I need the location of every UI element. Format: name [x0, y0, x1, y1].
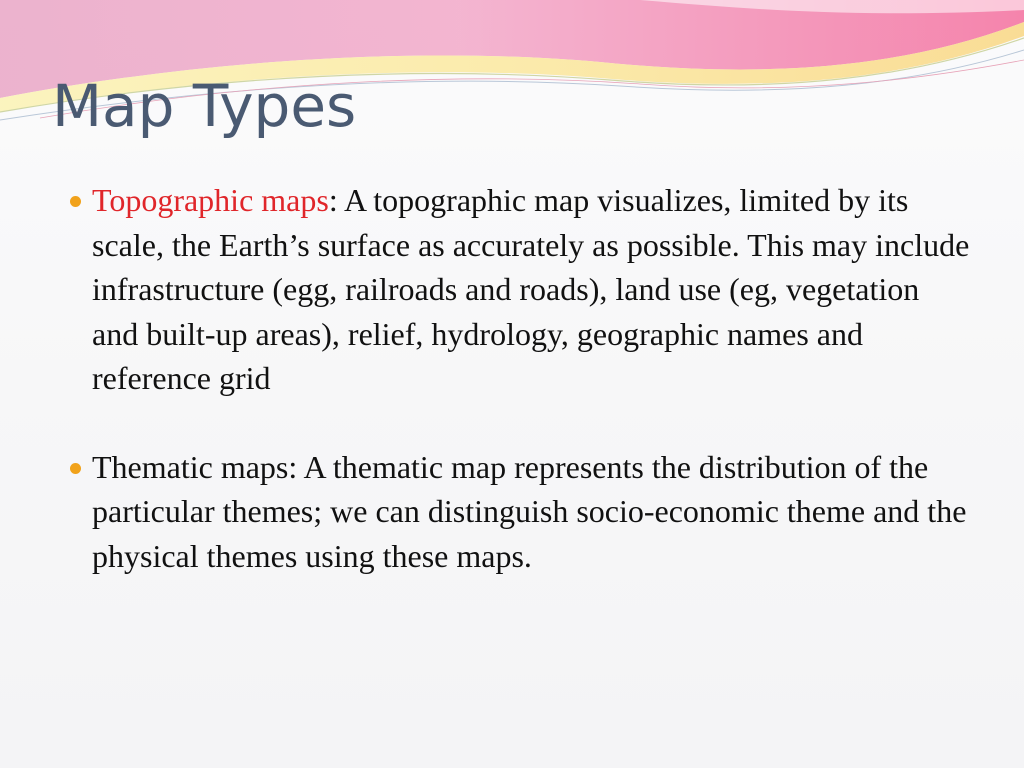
bullet-thematic-maps: [70, 445, 970, 579]
bullet-text: : A topographic map visualizes, limited by its scale, the Earth’s surface as accurately as possible. This may include infrastructure (egg, railroads and roads), land use (eg, vegetation and built-up areas), relief, hydrology, geographic names and reference grid: [92, 182, 970, 396]
bullet-topographic-maps: [70, 178, 970, 401]
bullet-dot-icon: [70, 463, 81, 474]
bullet-term: Topographic maps: [92, 182, 329, 218]
bullet-list: [70, 178, 970, 578]
slide-title: Map Types: [52, 72, 357, 140]
bullet-dot-icon: [70, 196, 81, 207]
bullet-text: Thematic maps: A thematic map represents the distribution of the particular themes; we can distinguish socio-economic theme and the physical themes using these maps.: [92, 448, 967, 574]
